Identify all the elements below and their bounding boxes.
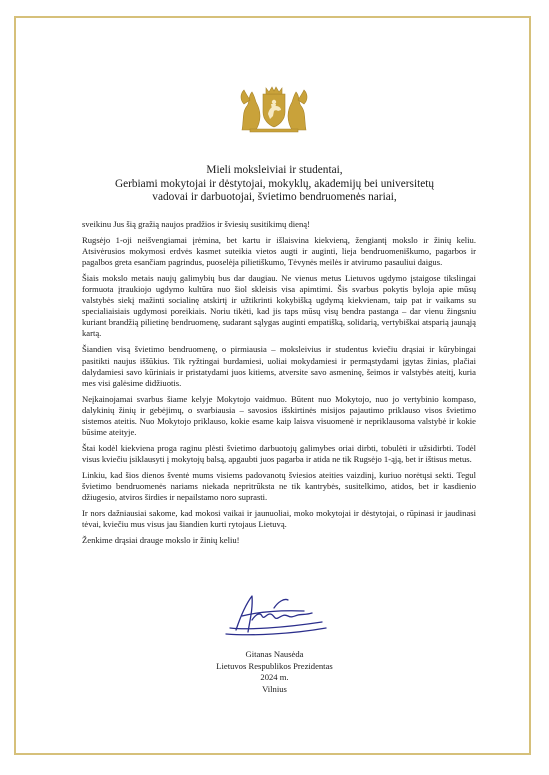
signer-city: Vilnius <box>262 683 287 694</box>
paragraph: Ir nors dažniausiai sakome, kad mokosi vaikai ir jaunuoliai, moko mokytojai ir dėstytojai, o rūpinasi ir jaudinasi tėvai, kviečiu mus visus jau šiandien kurti rytojaus Lietuvą. <box>82 508 476 530</box>
signer-year: 2024 m. <box>260 672 289 683</box>
paragraph: Linkiu, kad šios dienos šventė mums visiems padovanotų šviesios ateities vaizdinį, kuriuo norėtųsi sekti. Tegul švietimo bendruomenės nariams niekada nepritrūksta ne tik kantrybės, susitelkimo, atidos, bet ir kasdienio džiugesio, atviros širdies ir nepailstamo noro suprasti. <box>82 469 476 503</box>
greeting-line: Gerbiami mokytojai ir dėstytojai, mokyklų, akademijų bei universitetų <box>114 177 435 190</box>
greeting-line: Mieli moksleiviai ir studentai, <box>206 164 343 176</box>
paragraph: Rugsėjo 1-oji neišvengiamai įrėmina, bet kartu ir išlaisvina kiekvieną, žengiantį mokslo ir žinių keliu. Atsivėrusios mokymosi erdvės kasmet suteikia vietos augti ir auginti, lieja bendruomeniškumo, pagarbos ir pagalbos greta esančiam pagrindus, puoselėja pilietiškumo, Tėvynės meilės ir atvirumo pasauliui daigus. <box>82 235 476 268</box>
greeting-line: vadovai ir darbuotojai, švietimo bendruomenės nariai, <box>152 191 397 203</box>
greeting-block <box>0 164 549 205</box>
paragraph: Neįkainojamai svarbus šiame kelyje Mokytojo vaidmuo. Būtent nuo Mokytojo, nuo jo vertybinio kompaso, dalykinių žinių ir gebėjimų, o svarbiausia – savosios išskirtinės misijos pajautimo priklauso visos švietimo sistemos ateitis. Nuo Mokytojo priklauso, kokie esame kaip laisva visuomenė ir nepriklausoma valstybė ir kokie būsime ateityje. <box>82 393 476 437</box>
lithuanian-presidential-coat-of-arms-icon <box>238 84 310 134</box>
signer-title: Lietuvos Respublikos Prezidentas <box>216 660 333 671</box>
paragraph: Šiandien visą švietimo bendruomenę, o pirmiausia – moksleivius ir studentus kviečiu drąsiai ir kūrybingai pasitikti naujus iššūkius. Tik ryžtingai burdamiesi, uoliai mokydamiesi ir permąstydami įgytas žinias, plačiai dalydamiesi savo kūriniais ir pristatydami juos kitiems, atversite savo asmeninę, šeimos ir valstybės ateitį, kuria mes visi galėsime didžiuotis. <box>82 344 476 388</box>
paragraph: Šiais mokslo metais naujų galimybių bus dar daugiau. Ne vienus metus Lietuvos ugdymo įstaigose tikslingai formuota įtraukiojo ugdymo kultūra nuo šiol skleisis visa apimtimi. Šis svarbus pokytis byloja apie mūsų valstybės siekį mažinti socialinę atskirtį ir užtikrinti kokybišką ugdymą kiekvienam, taip pat ir vaikams su specialiaisiais ugdymosi poreikiais. Noriu tikėti, kad jis taps mūsų visų bendra pastanga – dar vienu žingsniu kuriant brandžią pilietinę bendruomenę, sudarant sąlygas auginti empatišką, solidarią, vertybiškai atsparią jaunąją kartą. <box>82 273 476 339</box>
letter-body <box>82 219 476 551</box>
signer-name: Gitanas Nausėda <box>245 649 304 659</box>
paragraph: Štai kodėl kiekviena proga raginu plėsti švietimo darbuotojų galimybes oriai dirbti, tobulėti ir užsidirbti. Todėl visus kviečiu įsiklausyti į mokytojų balsą, apgaubti juos pagarba ir atida ne tik Rugsėjo 1-ąją, bet ir ištisus metus. <box>82 442 476 464</box>
paragraph: sveikinu Jus šią gražią naujos pradžios ir šviesių susitikimų dieną! <box>82 219 310 229</box>
paragraph: Ženkime drąsiai drauge mokslo ir žinių keliu! <box>82 535 240 546</box>
handwritten-signature <box>222 590 330 640</box>
signer-block <box>0 649 549 695</box>
